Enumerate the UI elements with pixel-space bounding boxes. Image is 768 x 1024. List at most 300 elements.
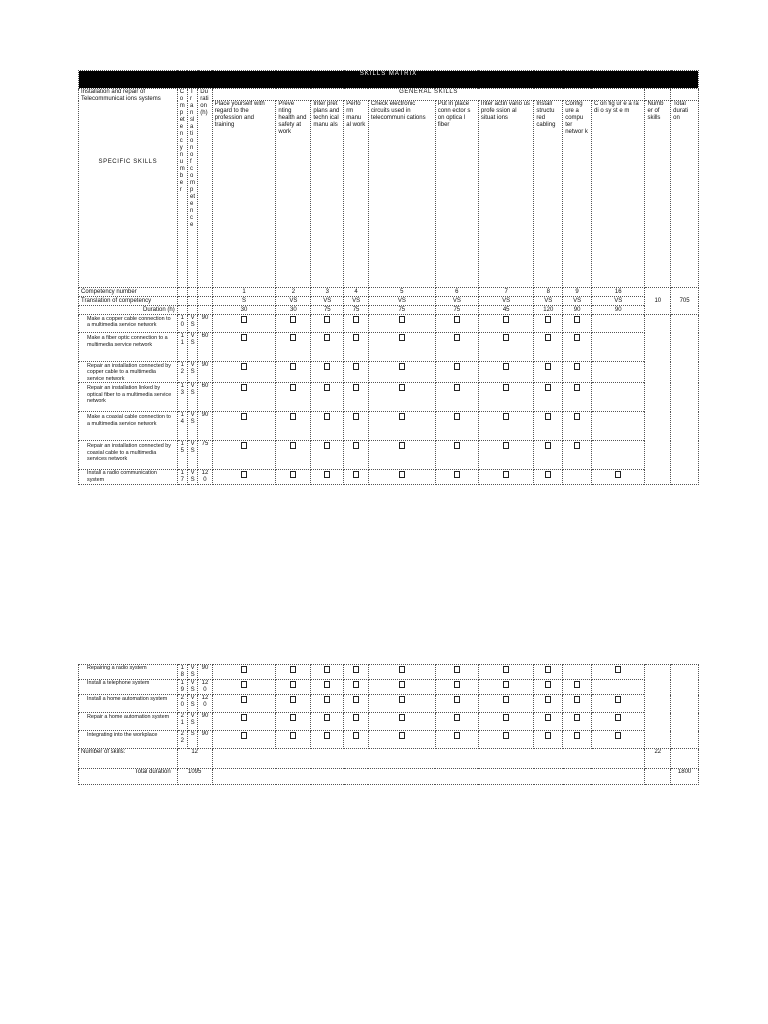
checkbox-mark-icon — [290, 732, 296, 739]
specific-skill-row — [79, 362, 699, 383]
duration-value: 90 — [563, 306, 592, 315]
competency-mark-cell — [591, 665, 644, 680]
specific-skill-row — [79, 441, 699, 470]
competency-mark-cell — [276, 695, 311, 713]
total-duration-empty — [671, 665, 699, 749]
checkbox-mark-icon — [241, 413, 247, 420]
specific-skill-duration: 60 — [198, 333, 212, 362]
competency-mark-cell — [212, 680, 276, 695]
checkbox-mark-icon — [290, 413, 296, 420]
checkbox-mark-icon — [290, 363, 296, 370]
competency-mark-cell — [311, 731, 344, 749]
checkbox-mark-icon — [399, 666, 405, 673]
checkbox-mark-icon — [615, 666, 621, 673]
competency-mark-cell — [344, 441, 369, 470]
competency-mark-cell — [368, 412, 435, 441]
footer-total-duration-specific: 1095 — [177, 769, 212, 785]
skills-matrix-table-page2 — [78, 664, 699, 785]
competency-mark-cell — [591, 470, 644, 485]
competency-mark-cell — [212, 695, 276, 713]
competency-mark-cell — [344, 731, 369, 749]
general-skill-header: Perfo rm manu al work — [344, 101, 369, 288]
checkbox-mark-icon — [324, 732, 330, 739]
checkbox-mark-icon — [324, 384, 330, 391]
checkbox-mark-icon — [399, 471, 405, 478]
checkbox-mark-icon — [574, 696, 580, 703]
checkbox-mark-icon — [503, 732, 509, 739]
competency-mark-cell — [368, 333, 435, 362]
checkbox-mark-icon — [290, 316, 296, 323]
competency-mark-cell — [534, 470, 563, 485]
competency-mark-cell — [344, 665, 369, 680]
translation-value: VS — [344, 297, 369, 306]
checkbox-mark-icon — [545, 316, 551, 323]
competency-mark-cell — [435, 333, 478, 362]
translation-value: VS — [311, 297, 344, 306]
competency-mark-cell — [212, 315, 276, 333]
checkbox-mark-icon — [353, 363, 359, 370]
competency-mark-cell — [344, 695, 369, 713]
checkbox-mark-icon — [545, 666, 551, 673]
specific-skill-row — [79, 731, 699, 749]
competency-mark-cell — [478, 731, 534, 749]
competency-mark-cell — [435, 441, 478, 470]
competency-mark-cell — [435, 713, 478, 731]
checkbox-mark-icon — [324, 316, 330, 323]
duration-value: 30 — [212, 306, 276, 315]
checkbox-mark-icon — [454, 316, 460, 323]
competency-mark-cell — [563, 441, 592, 470]
translation-value: VS — [478, 297, 534, 306]
competency-mark-cell — [212, 470, 276, 485]
checkbox-mark-icon — [353, 732, 359, 739]
competency-mark-cell — [368, 680, 435, 695]
competency-number: 3 — [311, 288, 344, 297]
specific-skill-number: 15 — [177, 441, 187, 470]
competency-mark-cell — [344, 713, 369, 731]
competency-mark-cell — [591, 383, 644, 412]
checkbox-mark-icon — [324, 413, 330, 420]
header-competency-number: C o m p et e n c y n u m b er — [177, 89, 187, 288]
competency-number: 1 — [212, 288, 276, 297]
competency-mark-cell — [276, 412, 311, 441]
checkbox-mark-icon — [290, 334, 296, 341]
checkbox-mark-icon — [324, 442, 330, 449]
checkbox-mark-icon — [241, 363, 247, 370]
specific-skill-row — [79, 713, 699, 731]
competency-number: 4 — [344, 288, 369, 297]
corner-cell — [79, 89, 178, 288]
competency-mark-cell — [534, 731, 563, 749]
checkbox-mark-icon — [454, 714, 460, 721]
specific-skills-body — [79, 315, 699, 485]
specific-skill-duration: 60 — [198, 383, 212, 412]
competency-mark-cell — [591, 713, 644, 731]
specific-skills-label: SPECIFIC SKILLS — [98, 159, 158, 165]
specific-skill-name: Make a fiber optic connection to a multimedia service network — [79, 333, 178, 362]
competency-mark-cell — [534, 665, 563, 680]
checkbox-mark-icon — [290, 681, 296, 688]
duration-value: 120 — [534, 306, 563, 315]
specific-skill-name: Make a coaxial cable connection to a multimedia service network — [79, 412, 178, 441]
competency-number: 9 — [563, 288, 592, 297]
general-skill-header: Place yourself with regard to the profession and training — [212, 101, 276, 288]
competency-mark-cell — [344, 315, 369, 333]
competency-mark-cell — [212, 412, 276, 441]
specific-skill-translation: VS — [187, 362, 197, 383]
specific-skill-name: Repair a home automation system — [79, 713, 178, 731]
total-duration-empty — [671, 315, 699, 485]
checkbox-mark-icon — [615, 471, 621, 478]
checkbox-mark-icon — [503, 363, 509, 370]
checkbox-mark-icon — [241, 316, 247, 323]
competency-mark-cell — [435, 695, 478, 713]
number-of-skills-empty — [645, 315, 671, 485]
checkbox-mark-icon — [574, 334, 580, 341]
checkbox-mark-icon — [399, 316, 405, 323]
translation-value: VS — [276, 297, 311, 306]
specific-skill-row — [79, 695, 699, 713]
competency-mark-cell — [435, 680, 478, 695]
checkbox-mark-icon — [615, 696, 621, 703]
specific-skill-translation: VS — [187, 412, 197, 441]
footer-total-duration-total: 1800 — [671, 769, 699, 785]
checkbox-mark-icon — [454, 363, 460, 370]
translation-value: VS — [563, 297, 592, 306]
competency-mark-cell — [311, 695, 344, 713]
competency-number: 2 — [276, 288, 311, 297]
specific-skill-name: Make a copper cable connection to a multimedia service network — [79, 315, 178, 333]
specific-skill-name: Repair an installation linked by optical fiber to a multimedia service network — [79, 383, 178, 412]
checkbox-mark-icon — [399, 442, 405, 449]
checkbox-mark-icon — [503, 316, 509, 323]
specific-skill-translation: VS — [187, 470, 197, 485]
competency-mark-cell — [212, 713, 276, 731]
competency-mark-cell — [368, 362, 435, 383]
competency-mark-cell — [368, 713, 435, 731]
checkbox-mark-icon — [503, 442, 509, 449]
checkbox-mark-icon — [545, 363, 551, 370]
competency-mark-cell — [563, 315, 592, 333]
duration-value: 90 — [591, 306, 644, 315]
checkbox-mark-icon — [399, 384, 405, 391]
competency-mark-cell — [534, 362, 563, 383]
checkbox-mark-icon — [324, 696, 330, 703]
duration-value: 75 — [435, 306, 478, 315]
competency-mark-cell — [478, 333, 534, 362]
competency-mark-cell — [435, 731, 478, 749]
competency-mark-cell — [344, 470, 369, 485]
competency-mark-cell — [276, 713, 311, 731]
row-label-translation: Translation of competency — [79, 297, 178, 306]
program-name: Installation and repair of Telecommunicat ions systems — [81, 89, 161, 102]
translation-value: VS — [591, 297, 644, 306]
specific-skill-translation: VS — [187, 665, 197, 680]
competency-mark-cell — [534, 333, 563, 362]
competency-mark-cell — [563, 470, 592, 485]
checkbox-mark-icon — [454, 666, 460, 673]
competency-mark-cell — [212, 383, 276, 412]
specific-skill-number: 20 — [177, 695, 187, 713]
competency-mark-cell — [368, 315, 435, 333]
competency-mark-cell — [311, 383, 344, 412]
checkbox-mark-icon — [399, 732, 405, 739]
checkbox-mark-icon — [615, 732, 621, 739]
competency-mark-cell — [478, 470, 534, 485]
competency-mark-cell — [344, 333, 369, 362]
specific-skill-name: Integrating into the workplace — [79, 731, 178, 749]
checkbox-mark-icon — [353, 384, 359, 391]
competency-mark-cell — [212, 362, 276, 383]
general-skill-header: Check electronic circuits used in telecommuni cations — [368, 101, 435, 288]
competency-mark-cell — [478, 441, 534, 470]
checkbox-mark-icon — [574, 363, 580, 370]
checkbox-mark-icon — [241, 714, 247, 721]
competency-mark-cell — [368, 695, 435, 713]
checkbox-mark-icon — [290, 471, 296, 478]
checkbox-mark-icon — [399, 363, 405, 370]
competency-mark-cell — [344, 362, 369, 383]
checkbox-mark-icon — [353, 666, 359, 673]
checkbox-mark-icon — [324, 363, 330, 370]
competency-mark-cell — [344, 383, 369, 412]
checkbox-mark-icon — [353, 714, 359, 721]
competency-mark-cell — [276, 362, 311, 383]
checkbox-mark-icon — [454, 442, 460, 449]
specific-skill-duration: 120 — [198, 695, 212, 713]
checkbox-mark-icon — [574, 442, 580, 449]
specific-skill-row — [79, 315, 699, 333]
checkbox-mark-icon — [454, 413, 460, 420]
checkbox-mark-icon — [615, 714, 621, 721]
checkbox-mark-icon — [353, 442, 359, 449]
competency-mark-cell — [591, 680, 644, 695]
checkbox-mark-icon — [353, 681, 359, 688]
competency-mark-cell — [591, 315, 644, 333]
competency-mark-cell — [563, 665, 592, 680]
specific-skill-translation: VS — [187, 713, 197, 731]
header-spacer — [645, 89, 671, 101]
competency-mark-cell — [563, 362, 592, 383]
competency-mark-cell — [212, 441, 276, 470]
competency-mark-cell — [534, 680, 563, 695]
competency-mark-cell — [563, 680, 592, 695]
checkbox-mark-icon — [545, 442, 551, 449]
competency-mark-cell — [478, 362, 534, 383]
duration-value: 75 — [311, 306, 344, 315]
competency-mark-cell — [435, 412, 478, 441]
competency-mark-cell — [534, 713, 563, 731]
header-translation: T r a n sl a ti o n o f c o m p et e n c e — [187, 89, 197, 288]
specific-skill-number: 14 — [177, 412, 187, 441]
checkbox-mark-icon — [503, 696, 509, 703]
competency-number: 5 — [368, 288, 435, 297]
checkbox-mark-icon — [290, 384, 296, 391]
header-number-of-skills: Numb er of skills — [645, 101, 671, 288]
footer-number-of-skills-specific: 12 — [177, 749, 212, 769]
specific-skill-number: 17 — [177, 470, 187, 485]
checkbox-mark-icon — [503, 384, 509, 391]
checkbox-mark-icon — [241, 334, 247, 341]
checkbox-mark-icon — [399, 681, 405, 688]
checkbox-mark-icon — [545, 714, 551, 721]
checkbox-mark-icon — [241, 384, 247, 391]
checkbox-mark-icon — [241, 666, 247, 673]
checkbox-mark-icon — [574, 384, 580, 391]
competency-mark-cell — [478, 680, 534, 695]
specific-skill-name: Repair an installation connected by copper cable to a multimedia service network — [79, 362, 178, 383]
competency-mark-cell — [368, 470, 435, 485]
specific-skill-name: Install a home automation system — [79, 695, 178, 713]
competency-mark-cell — [311, 441, 344, 470]
competency-mark-cell — [563, 713, 592, 731]
number-of-skills-empty — [645, 665, 671, 749]
specific-skill-number: 12 — [177, 362, 187, 383]
checkbox-mark-icon — [399, 413, 405, 420]
specific-skill-row — [79, 412, 699, 441]
specific-skill-duration: 90 — [198, 362, 212, 383]
general-skill-header: C on fig ur e a ra di o sy st e m — [591, 101, 644, 288]
specific-skill-number: 10 — [177, 315, 187, 333]
competency-mark-cell — [212, 665, 276, 680]
competency-mark-cell — [368, 731, 435, 749]
general-skill-header: Install structu red cabling — [534, 101, 563, 288]
checkbox-mark-icon — [545, 471, 551, 478]
translation-value: VS — [534, 297, 563, 306]
number-of-skills-value: 10 — [645, 288, 671, 315]
specific-skill-number: 22 — [177, 731, 187, 749]
specific-skill-duration: 90 — [198, 315, 212, 333]
specific-skill-duration: 90 — [198, 713, 212, 731]
competency-mark-cell — [534, 383, 563, 412]
specific-skill-translation: S — [187, 731, 197, 749]
competency-mark-cell — [435, 383, 478, 412]
checkbox-mark-icon — [454, 384, 460, 391]
checkbox-mark-icon — [241, 681, 247, 688]
specific-skill-name: Repairing a radio system — [79, 665, 178, 680]
competency-mark-cell — [344, 412, 369, 441]
checkbox-mark-icon — [503, 714, 509, 721]
checkbox-mark-icon — [324, 666, 330, 673]
general-skill-header: Inter pret plans and techn ical manu als — [311, 101, 344, 288]
specific-skill-number: 19 — [177, 680, 187, 695]
checkbox-mark-icon — [545, 334, 551, 341]
competency-mark-cell — [435, 362, 478, 383]
competency-mark-cell — [591, 412, 644, 441]
total-duration-value: 705 — [671, 288, 699, 315]
competency-mark-cell — [368, 441, 435, 470]
skills-matrix-table-page1 — [78, 70, 699, 485]
competency-mark-cell — [311, 680, 344, 695]
competency-mark-cell — [311, 362, 344, 383]
competency-mark-cell — [563, 383, 592, 412]
general-skills-heading: GENERAL SKILLS — [212, 89, 645, 101]
competency-mark-cell — [276, 731, 311, 749]
competency-mark-cell — [563, 333, 592, 362]
row-label-competency: Competency number — [79, 288, 178, 297]
specific-skill-duration: 90 — [198, 665, 212, 680]
competency-mark-cell — [435, 315, 478, 333]
specific-skill-duration: 75 — [198, 441, 212, 470]
checkbox-mark-icon — [545, 413, 551, 420]
checkbox-mark-icon — [574, 681, 580, 688]
checkbox-mark-icon — [324, 471, 330, 478]
specific-skill-duration: 90 — [198, 412, 212, 441]
checkbox-mark-icon — [241, 442, 247, 449]
competency-mark-cell — [534, 412, 563, 441]
specific-skill-duration: 120 — [198, 680, 212, 695]
checkbox-mark-icon — [545, 732, 551, 739]
footer-total-duration-label: Total duration — [79, 769, 178, 785]
specific-skill-translation: VS — [187, 680, 197, 695]
checkbox-mark-icon — [503, 681, 509, 688]
competency-mark-cell — [276, 680, 311, 695]
competency-mark-cell — [478, 665, 534, 680]
checkbox-mark-icon — [454, 696, 460, 703]
general-skill-header: Config ure a compu ter networ k — [563, 101, 592, 288]
competency-mark-cell — [591, 441, 644, 470]
translation-value: VS — [368, 297, 435, 306]
checkbox-mark-icon — [241, 471, 247, 478]
checkbox-mark-icon — [574, 413, 580, 420]
duration-value: 75 — [344, 306, 369, 315]
competency-mark-cell — [435, 470, 478, 485]
checkbox-mark-icon — [290, 666, 296, 673]
checkbox-mark-icon — [545, 384, 551, 391]
checkbox-mark-icon — [353, 696, 359, 703]
checkbox-mark-icon — [503, 666, 509, 673]
checkbox-mark-icon — [290, 442, 296, 449]
checkbox-mark-icon — [545, 681, 551, 688]
competency-mark-cell — [368, 383, 435, 412]
competency-mark-cell — [344, 680, 369, 695]
competency-mark-cell — [276, 470, 311, 485]
competency-mark-cell — [478, 315, 534, 333]
competency-mark-cell — [368, 665, 435, 680]
competency-mark-cell — [591, 695, 644, 713]
checkbox-mark-icon — [454, 471, 460, 478]
checkbox-mark-icon — [503, 334, 509, 341]
header-duration: Du rati on (h) — [198, 89, 212, 288]
checkbox-mark-icon — [574, 732, 580, 739]
checkbox-mark-icon — [399, 334, 405, 341]
checkbox-mark-icon — [241, 732, 247, 739]
competency-mark-cell — [276, 333, 311, 362]
header-spacer — [671, 89, 699, 101]
competency-mark-cell — [591, 731, 644, 749]
duration-value: 30 — [276, 306, 311, 315]
checkbox-mark-icon — [503, 471, 509, 478]
specific-skills-body-continued — [79, 665, 699, 749]
checkbox-mark-icon — [399, 714, 405, 721]
matrix-title: SKILLS MATRIX — [79, 71, 699, 89]
specific-skill-name: Repair an installation connected by coaxial cable to a multimedia services network — [79, 441, 178, 470]
competency-mark-cell — [276, 665, 311, 680]
specific-skill-translation: VS — [187, 695, 197, 713]
checkbox-mark-icon — [353, 413, 359, 420]
specific-skill-translation: VS — [187, 383, 197, 412]
row-label-duration: Duration (h) — [79, 306, 178, 315]
competency-mark-cell — [311, 412, 344, 441]
specific-skill-name: Install a telephone system — [79, 680, 178, 695]
specific-skill-number: 11 — [177, 333, 187, 362]
checkbox-mark-icon — [324, 334, 330, 341]
duration-value: 75 — [368, 306, 435, 315]
competency-mark-cell — [435, 665, 478, 680]
specific-skill-name: Install a radio communication system — [79, 470, 178, 485]
competency-mark-cell — [534, 695, 563, 713]
specific-skill-translation: VS — [187, 441, 197, 470]
